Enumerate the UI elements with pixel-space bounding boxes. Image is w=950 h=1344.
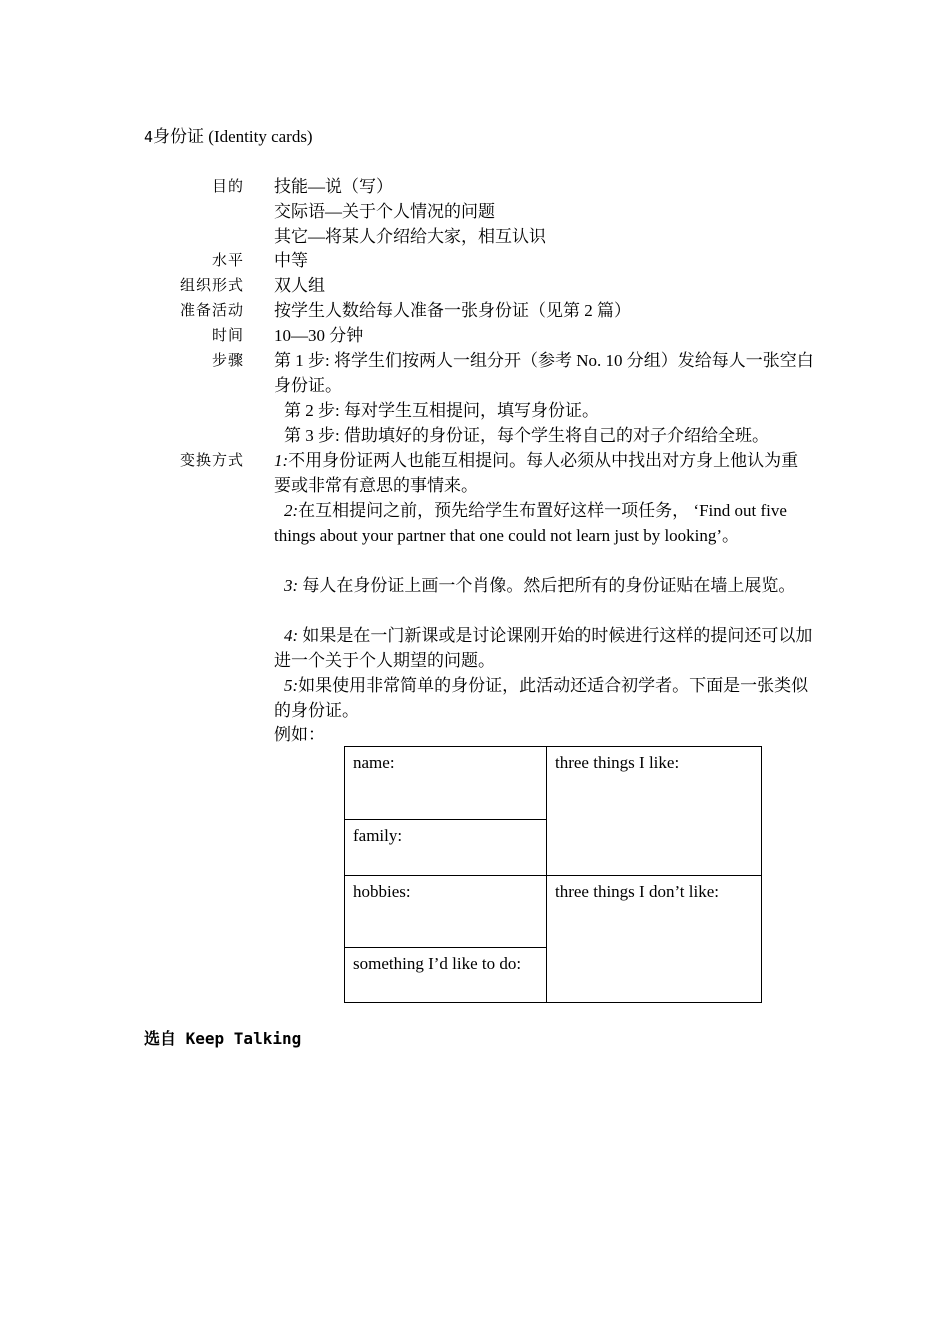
variations-label: 变换方式 xyxy=(179,451,244,469)
level-value: 中等 xyxy=(274,251,308,270)
organisation-label: 组织形式 xyxy=(179,276,244,294)
source-citation: 选自 Keep Talking xyxy=(144,1029,302,1048)
variation-text: 不用身份证两人也能互相提问。每人必须从中找出对方身上他认为重要或非常有意思的事情来。 xyxy=(274,451,799,495)
card-cell-three-things-like: three things I like: xyxy=(547,747,762,876)
identity-card-table xyxy=(344,746,762,1003)
variation-text: 如果使用非常简单的身份证，此活动还适合初学者。下面是一张类似的身份证。 xyxy=(274,676,809,720)
section-title-text: 身份证 (Identity cards) xyxy=(153,127,313,146)
aim-line: 技能—说（写） xyxy=(274,177,393,196)
variation-number: 2: xyxy=(284,501,299,520)
procedure-step: 第 3 步: 借助填好的身份证，每个学生将自己的对子介绍给全班。 xyxy=(284,426,769,445)
variation-item xyxy=(274,673,814,723)
time-value: 10—30 分钟 xyxy=(274,326,364,345)
section-number: 4 xyxy=(144,128,154,146)
variation-text: 在互相提问之前，预先给学生布置好这样一项任务， ‘Find out five things about your partner that one could not learn just by looking’。 xyxy=(274,501,787,545)
procedure-step: 第 2 步: 每对学生互相提问，填写身份证。 xyxy=(284,401,599,420)
aim-label: 目的 xyxy=(211,177,244,195)
card-cell-hobbies: hobbies: xyxy=(345,876,547,948)
variation-text: 每人在身份证上画一个肖像。然后把所有的身份证贴在墙上展览。 xyxy=(298,576,796,595)
aim-line: 其它—将某人介绍给大家，相互认识 xyxy=(274,227,546,246)
procedure-label: 步骤 xyxy=(211,351,244,369)
variation-item xyxy=(274,498,814,548)
preparation-value: 按学生人数给每人准备一张身份证（见第 2 篇） xyxy=(274,301,631,320)
time-label: 时间 xyxy=(211,326,244,344)
card-cell-something: something I’d like to do: xyxy=(345,948,547,1003)
preparation-label: 准备活动 xyxy=(179,301,244,319)
card-cell-three-things-dislike: three things I don’t like: xyxy=(547,876,762,1003)
card-cell-name: name: xyxy=(345,747,547,820)
variation-number: 4: xyxy=(284,626,299,645)
variation-text: 如果是在一门新课或是讨论课刚开始的时候进行这样的提问还可以加进一个关于个人期望的问题。 xyxy=(274,626,813,670)
variation-item xyxy=(274,448,814,498)
level-label: 水平 xyxy=(211,251,244,269)
variation-item xyxy=(274,623,814,673)
procedure-step: 第 1 步: 将学生们按两人一组分开（参考 No. 10 分组）发给每人一张空白身份证。 xyxy=(274,351,814,395)
example-label: 例如： xyxy=(274,725,325,744)
aim-line: 交际语—关于个人情况的问题 xyxy=(274,202,495,221)
card-cell-family: family: xyxy=(345,820,547,876)
organisation-value: 双人组 xyxy=(274,276,325,295)
variation-item xyxy=(274,573,814,598)
variation-number: 1: xyxy=(274,451,289,470)
section-title xyxy=(144,126,313,148)
variation-number: 3: xyxy=(284,576,299,595)
variation-number: 5: xyxy=(284,676,299,695)
